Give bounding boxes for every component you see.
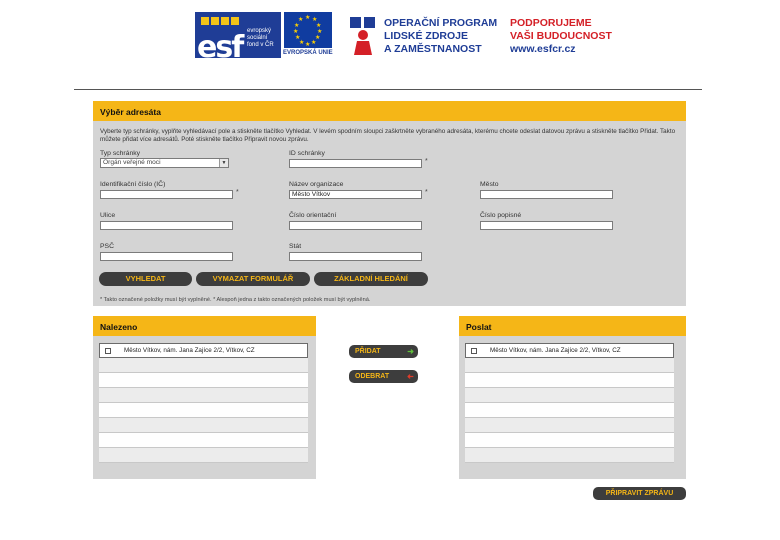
list-item (465, 448, 674, 463)
list-item (465, 358, 674, 373)
city-label: Město (480, 181, 499, 188)
esf-caption-line: fond v ČR (247, 42, 274, 48)
prepare-message-button[interactable]: PŘIPRAVIT ZPRÁVU (593, 487, 686, 500)
checkbox[interactable] (471, 348, 477, 354)
box-type-label: Typ schránky (100, 150, 141, 157)
send-panel-title: Poslat (459, 316, 686, 336)
list-item (99, 388, 308, 403)
address-panel-title: Výběr adresáta (93, 101, 686, 121)
header-divider (74, 89, 702, 90)
state-label: Stát (289, 243, 302, 250)
found-panel (93, 316, 316, 479)
oplz-line: LIDSKÉ ZDROJE (384, 30, 469, 42)
eu-flag-icon: ★ ★ ★ ★ ★ ★ ★ ★ ★ ★ ★ ★ (284, 12, 332, 48)
oplz-title (384, 17, 497, 56)
logo-square (231, 17, 239, 25)
logo-square (201, 17, 209, 25)
zip-label: PSČ (100, 243, 114, 250)
list-item (99, 418, 308, 433)
house-no-input[interactable] (480, 221, 613, 230)
org-name-label: Název organizace (289, 181, 344, 188)
list-item-text: Město Vítkov, nám. Jana Zajíce 2/2, Vítkov, CZ (490, 347, 621, 354)
add-button-label: PŘIDAT (355, 348, 381, 355)
orient-no-input[interactable] (289, 221, 422, 230)
oplz-line: A ZAMĚSTNANOST (384, 43, 482, 55)
search-button[interactable]: VYHLEDAT (99, 272, 192, 286)
list-item (465, 418, 674, 433)
found-panel-title: Nalezeno (93, 316, 316, 336)
remove-button-label: ODEBRAT (355, 373, 390, 380)
org-name-input[interactable]: Město Vítkov (289, 190, 422, 199)
esf-caption-line: sociální (247, 35, 268, 41)
required-mark: * (236, 189, 239, 196)
oplz-line: OPERAČNÍ PROGRAM (384, 17, 498, 29)
zip-input[interactable] (100, 252, 233, 261)
support-url: www.esfcr.cz (510, 43, 576, 55)
box-id-label: ID schránky (289, 150, 325, 157)
list-item[interactable] (465, 343, 674, 358)
list-item (465, 433, 674, 448)
instructions: Vyberte typ schránky, vyplňte vyhledávací pole a stiskněte tlačítko Vyhledat. V levém spodním sloupci zaškrtněte vybraného adresáta, kterému chcete odeslat datovou zprávu a stiskněte tlačítko Přidat. Takto můžete přidat více adresátů. Poté stiskněte tlačítko Připravit novou zprávu. (100, 128, 676, 143)
support-line: PODPORUJEME (510, 17, 592, 29)
list-item (99, 373, 308, 388)
send-panel (459, 316, 686, 479)
esf-logo (195, 12, 281, 65)
list-item (99, 403, 308, 418)
state-input[interactable] (289, 252, 422, 261)
box-type-value: Orgán veřejné moci (103, 159, 161, 166)
support-line: VAŠI BUDOUCNOST (510, 30, 612, 42)
checkbox[interactable] (105, 348, 111, 354)
list-item (465, 403, 674, 418)
orient-no-label: Číslo orientační (289, 212, 337, 219)
chevron-down-icon[interactable]: ▼ (219, 159, 228, 167)
logo-square (221, 17, 229, 25)
box-id-input[interactable] (289, 159, 422, 168)
list-item (99, 358, 308, 373)
list-item (99, 433, 308, 448)
esf-caption-line: evropský (247, 28, 272, 34)
esf-caption (247, 28, 274, 49)
required-mark: * (425, 189, 428, 196)
logo-square (211, 17, 219, 25)
required-note: * Takto označené položky musí být vyplněné. * Alespoň jedna z takto označených položek musí být vyplněná. (100, 297, 371, 303)
street-label: Ulice (100, 212, 116, 219)
eu-label: EVROPSKÁ UNIE (283, 50, 333, 56)
oplz-logo-icon (348, 15, 378, 55)
address-panel (93, 101, 686, 306)
house-no-label: Číslo popisné (480, 212, 522, 219)
list-item-text: Město Vítkov, nám. Jana Zajíce 2/2, Vítkov, CZ (124, 347, 255, 354)
ic-label: Identifikační číslo (IČ) (100, 181, 166, 188)
clear-form-button[interactable]: VYMAZAT FORMULÁŘ (196, 272, 310, 286)
basic-search-button[interactable]: ZÁKLADNÍ HLEDÁNÍ (314, 272, 428, 286)
list-item (465, 373, 674, 388)
ic-input[interactable] (100, 190, 233, 199)
list-item (465, 388, 674, 403)
right-arrow-icon: ➜ (407, 347, 414, 356)
list-item[interactable] (99, 343, 308, 358)
list-item (99, 448, 308, 463)
support-slogan (510, 17, 612, 56)
required-mark: * (425, 158, 428, 165)
add-button[interactable] (349, 345, 418, 358)
esf-mark: esf (197, 30, 243, 65)
box-type-select[interactable] (100, 158, 229, 168)
street-input[interactable] (100, 221, 233, 230)
left-arrow-icon: ➜ (407, 372, 414, 381)
city-input[interactable] (480, 190, 613, 199)
remove-button[interactable] (349, 370, 418, 383)
